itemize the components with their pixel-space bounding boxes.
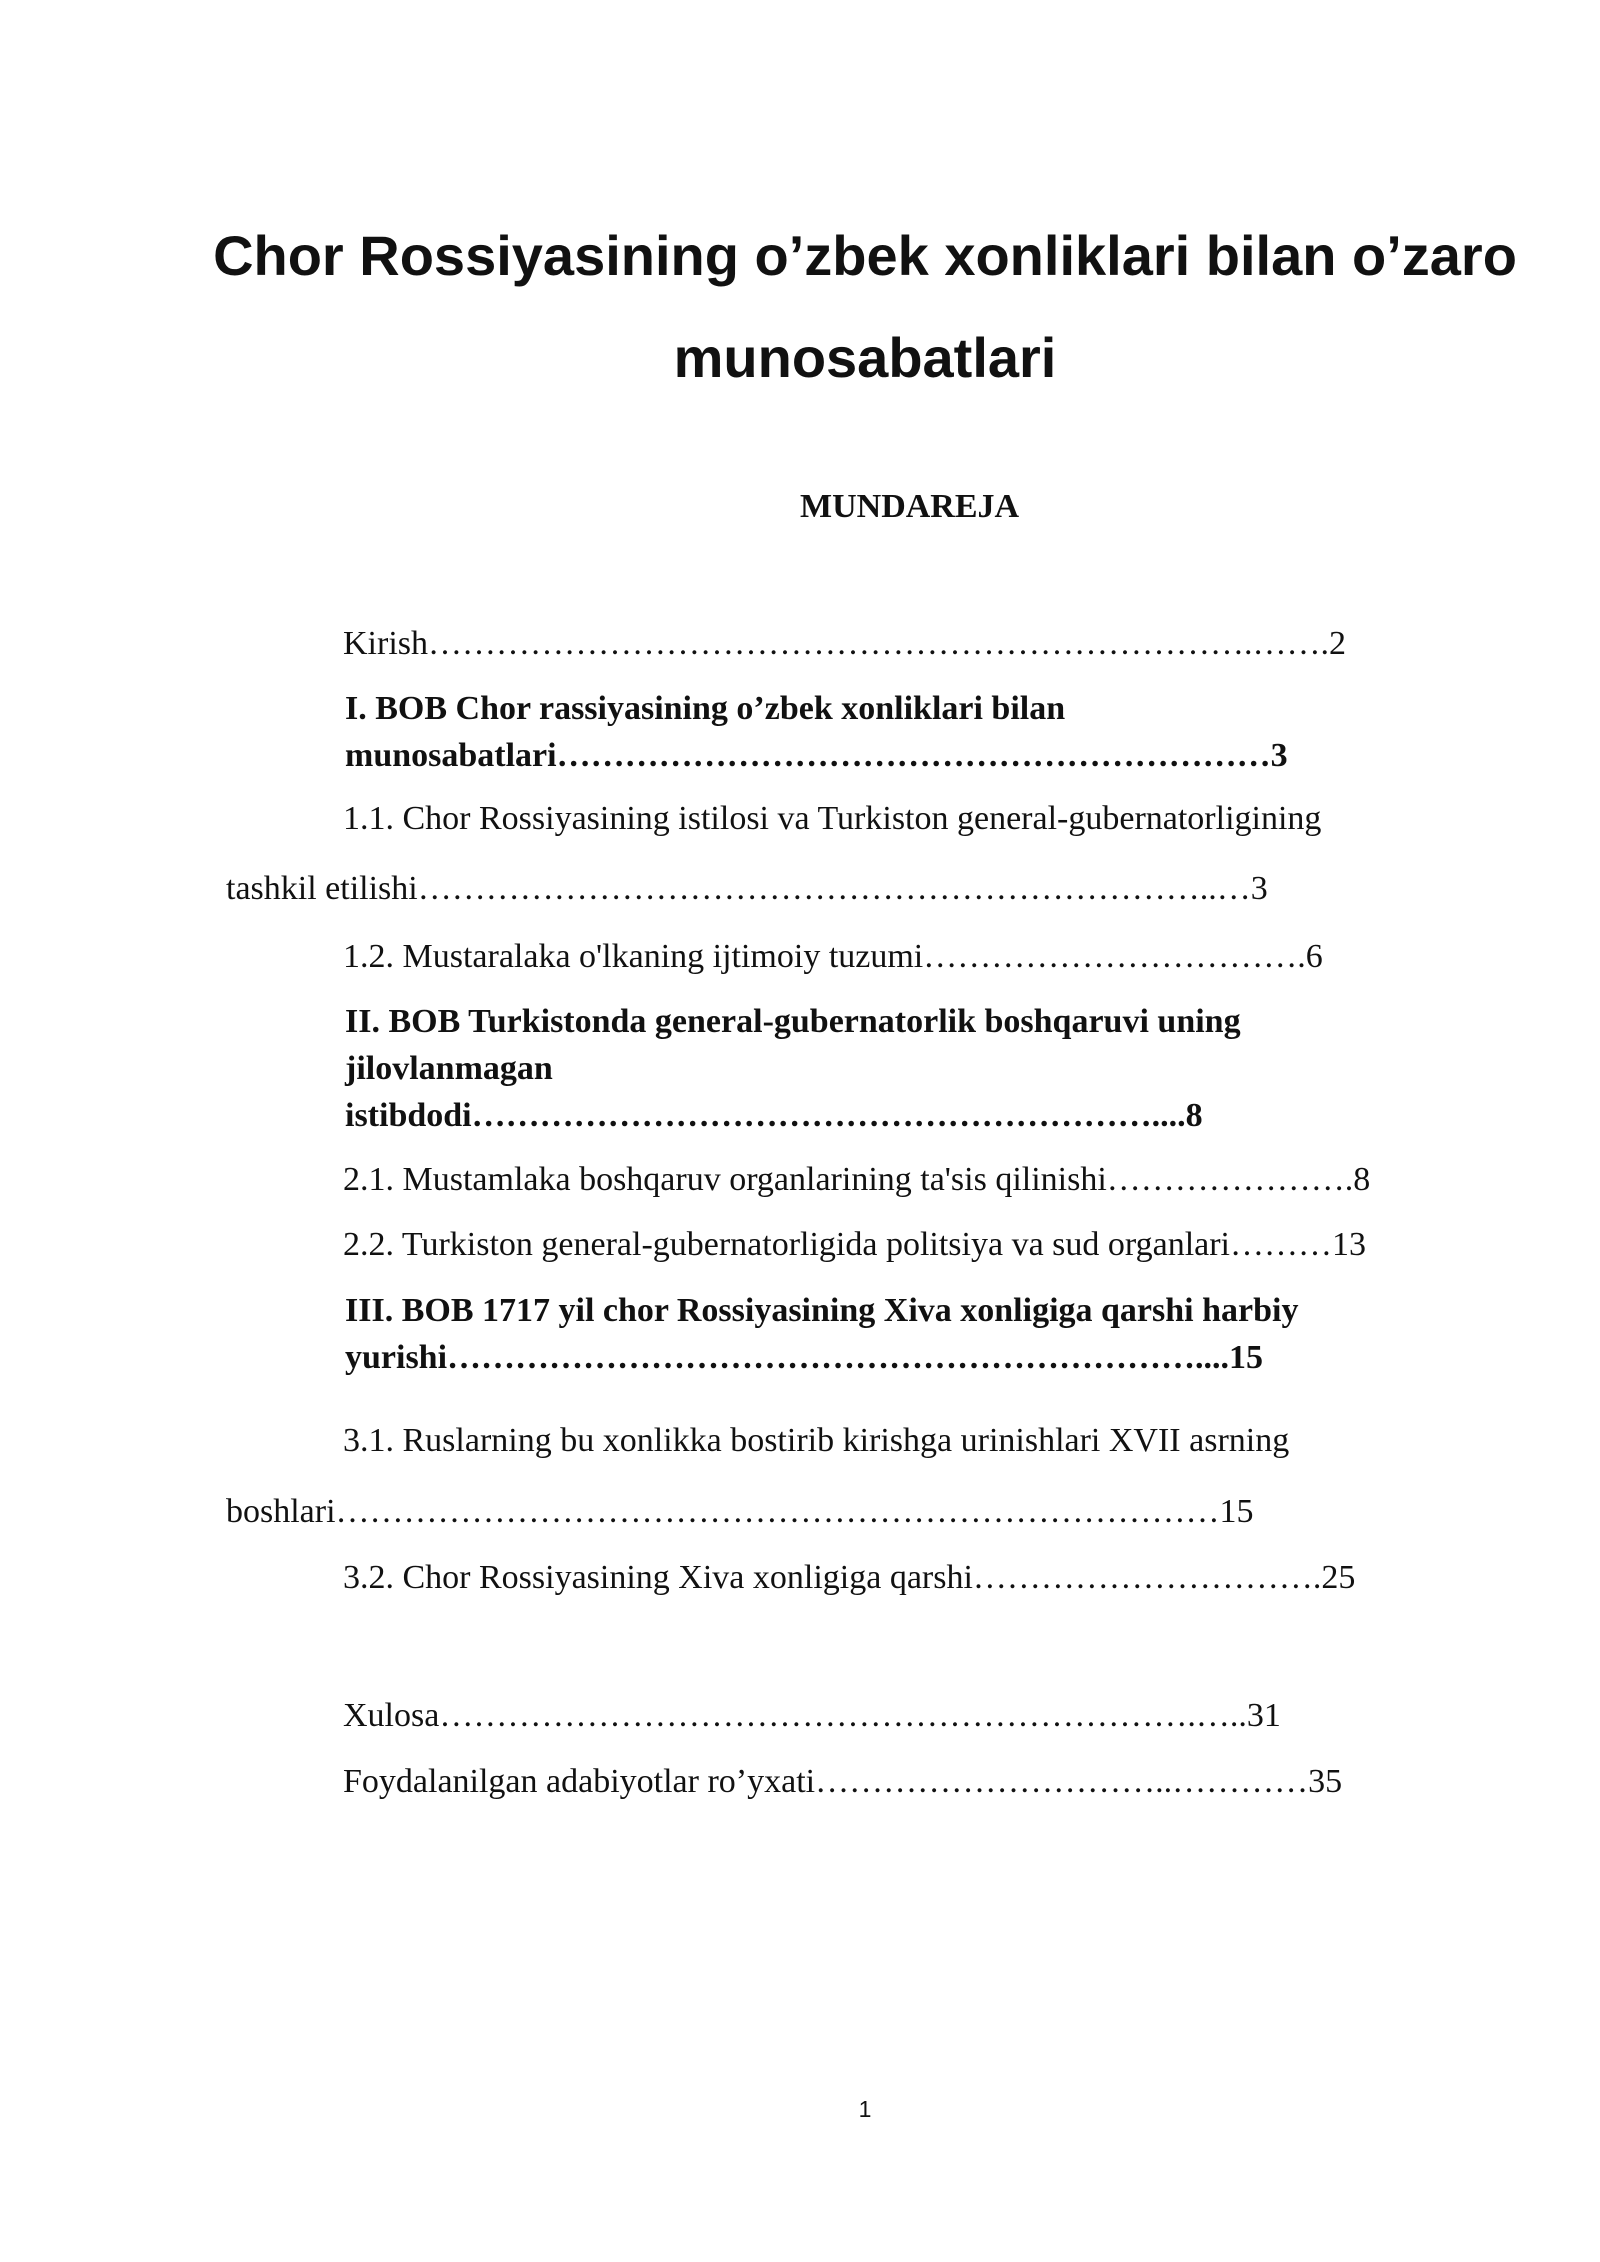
- toc-entry-xulosa: Xulosa………………………………………………………….…..31: [343, 1697, 1281, 1734]
- toc-chapter-1-line-1: I. BOB Chor rassiyasining o’zbek xonliklari bilan: [345, 690, 1066, 727]
- toc-chapter-2-line-2: jilovlanmagan: [345, 1050, 553, 1087]
- toc-chapter-3-line-1: III. BOB 1717 yil chor Rossiyasining Xiva xonligiga qarshi harbiy: [345, 1292, 1299, 1329]
- toc-chapter-3-line-2: yurishi…………………………………………………………....15: [345, 1339, 1264, 1376]
- toc-section-1-2: 1.2. Mustaralaka o'lkaning ijtimoiy tuzumi…………………………….6: [343, 938, 1323, 975]
- toc-section-2-2: 2.2. Turkiston general-gubernatorligida politsiya va sud organlari………13: [343, 1226, 1367, 1263]
- toc-section-1-1-line-1: 1.1. Chor Rossiyasining istilosi va Turkiston general-gubernatorligining: [343, 800, 1322, 837]
- toc-chapter-2-line-1: II. BOB Turkistonda general-gubernatorlik boshqaruvi uning: [345, 1003, 1241, 1040]
- toc-section-3-1-line-2: boshlari……………………………………………………………………15: [226, 1493, 1254, 1530]
- document-title-line-1: Chor Rossiyasining o’zbek xonliklari bilan o’zaro: [213, 224, 1517, 287]
- toc-section-1-1-line-2: tashkil etilishi……………………………………………………………..…3: [226, 870, 1268, 907]
- toc-section-2-1: 2.1. Mustamlaka boshqaruv organlarining ta'sis qilinishi………………….8: [343, 1161, 1371, 1198]
- toc-entry-adabiyotlar: Foydalanilgan adabiyotlar ro’yxati…………………………..…………35: [343, 1763, 1343, 1800]
- toc-section-3-2: 3.2. Chor Rossiyasining Xiva xonligiga qarshi………………………….25: [343, 1559, 1356, 1596]
- contents-heading: MUNDAREJA: [800, 488, 1020, 525]
- page-number: 1: [858, 2096, 872, 2122]
- toc-section-3-1-line-1: 3.1. Ruslarning bu xonlikka bostirib kirishga urinishlari XVII asrning: [343, 1422, 1290, 1459]
- toc-entry-kirish: Kirish……………………………………………………………….…….2: [343, 625, 1346, 662]
- document-title-line-2: munosabatlari: [673, 326, 1057, 389]
- toc-chapter-2-line-3: istibdodi……………………………………………………....8: [345, 1097, 1203, 1134]
- toc-chapter-1-line-2: munosabatlari………………………………………………………3: [345, 737, 1288, 774]
